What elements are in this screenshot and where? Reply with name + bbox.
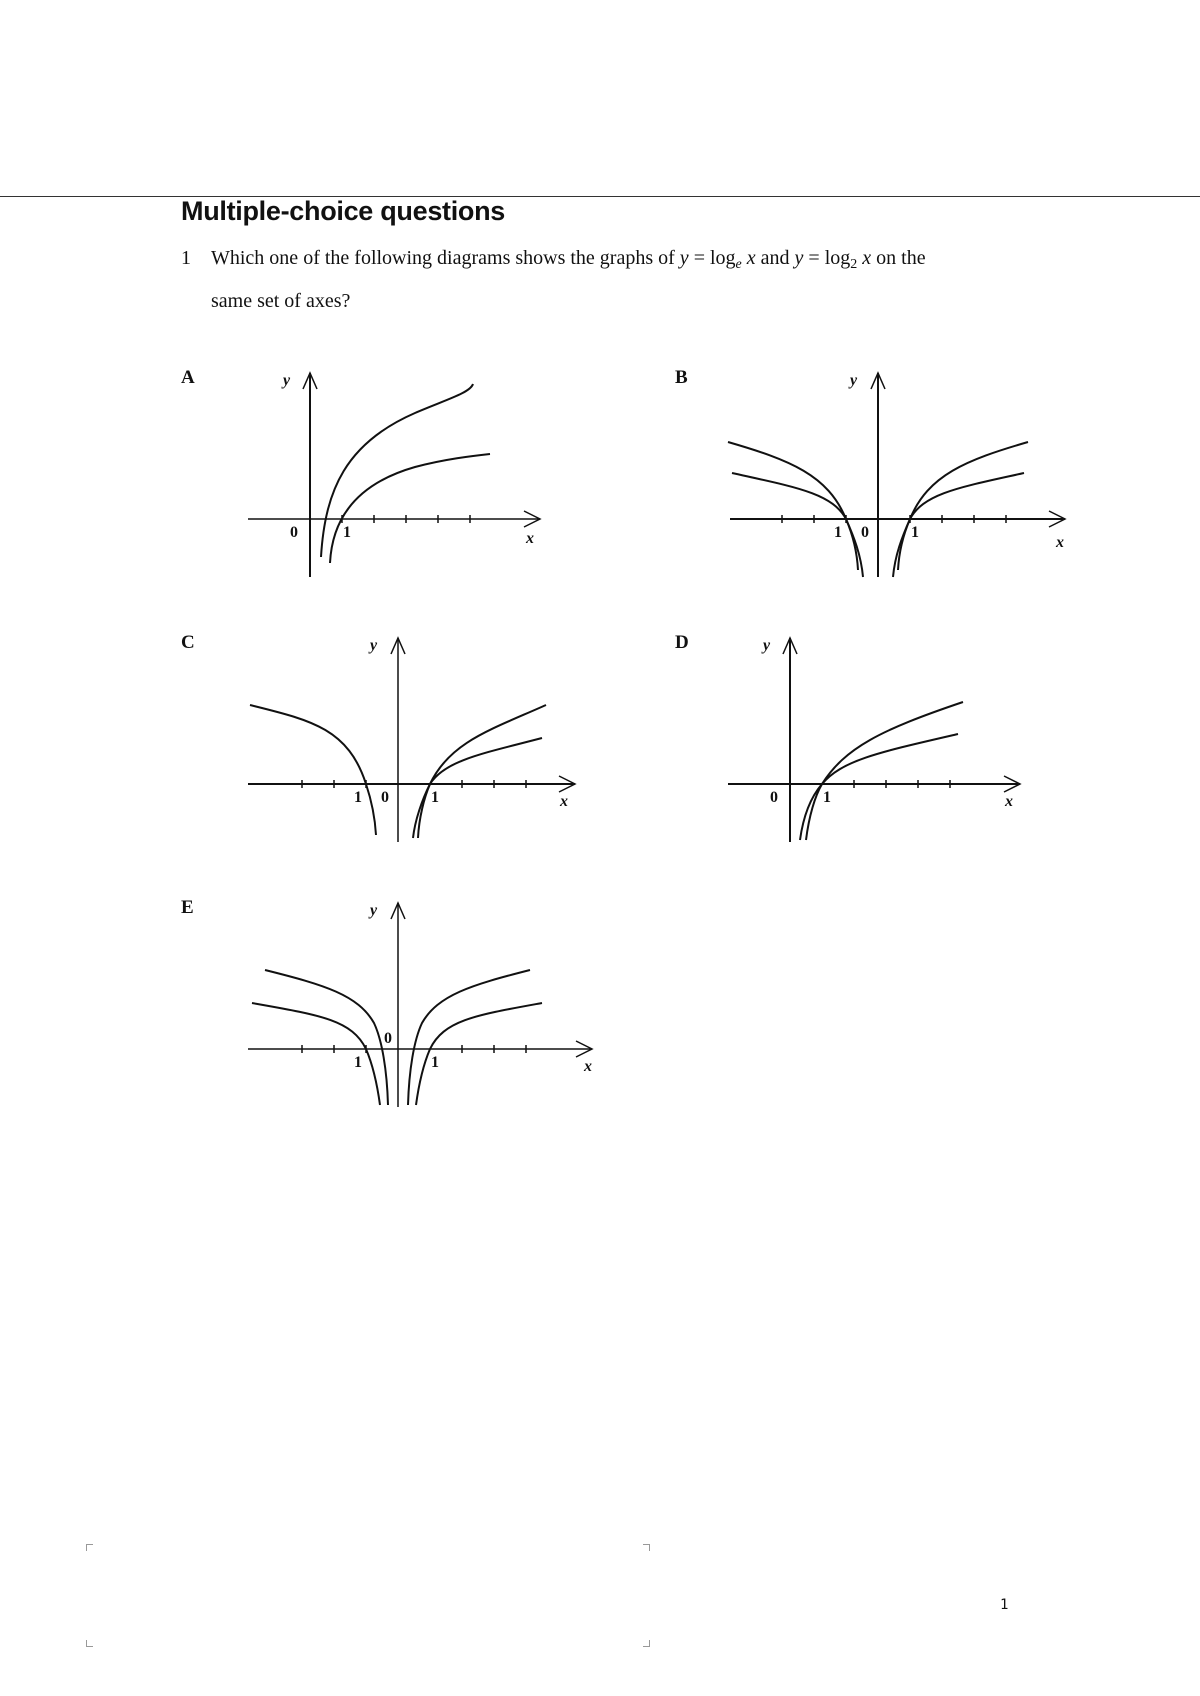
curve-log-e-right — [418, 738, 542, 838]
origin-label: 0 — [290, 524, 298, 541]
graph-option-b — [720, 365, 1075, 580]
x-axis-label: x — [1005, 793, 1013, 810]
curve-log-e — [330, 454, 490, 563]
scan-mark — [86, 1544, 93, 1551]
equals-log: = log — [803, 247, 851, 269]
option-b-letter: B — [675, 367, 688, 388]
question-text-part: Which one of the following diagrams shows the graphs of — [211, 247, 680, 269]
question-text-line-2: same set of axes? — [211, 290, 351, 312]
section-title: Multiple-choice questions — [181, 196, 506, 226]
curve-log-e-right — [898, 473, 1024, 570]
scan-mark — [643, 1544, 650, 1551]
curve-log-2 — [800, 702, 963, 840]
option-e-letter: E — [181, 897, 194, 918]
origin-label: 0 — [770, 789, 778, 806]
origin-label: 0 — [381, 789, 389, 806]
curve-log-e — [806, 734, 958, 840]
var-y: y — [794, 247, 804, 269]
graph-option-e — [240, 895, 600, 1110]
one-label: 1 — [823, 789, 831, 806]
page-number: 1 — [1000, 1597, 1009, 1613]
and-word: and — [755, 247, 795, 269]
curve-log-e-abs-left — [732, 473, 858, 570]
graph-option-c — [240, 630, 585, 845]
top-rule — [0, 196, 1200, 197]
scan-mark — [86, 1640, 93, 1647]
x-axis-label: x — [560, 793, 568, 810]
x-axis-label: x — [1056, 534, 1064, 551]
scan-mark — [643, 1640, 650, 1647]
one-label: 1 — [343, 524, 351, 541]
curve-log-2-abs-right — [408, 970, 530, 1105]
neg-one-label: 1 — [354, 789, 362, 806]
one-label: 1 — [431, 789, 439, 806]
origin-label: 0 — [384, 1030, 392, 1047]
neg-one-label: 1 — [834, 524, 842, 541]
option-c-letter: C — [181, 632, 195, 653]
curve-log-2-right — [413, 705, 546, 838]
y-axis-label: y — [850, 372, 858, 389]
question-number: 1 — [181, 247, 191, 269]
curve-log-2-right — [893, 442, 1028, 577]
one-label: 1 — [431, 1054, 439, 1071]
y-axis-label: y — [283, 372, 291, 389]
neg-one-label: 1 — [354, 1054, 362, 1071]
graph-option-d — [720, 630, 1030, 845]
question-text-line-1 — [211, 247, 926, 270]
equals-log: = log — [688, 247, 736, 269]
option-a-letter: A — [181, 367, 195, 388]
x-axis-label: x — [584, 1058, 592, 1075]
graph-option-a — [240, 365, 550, 580]
curve-log-e-abs-left — [250, 705, 376, 835]
log-base-e: e — [735, 257, 742, 272]
var-x: x — [862, 247, 872, 269]
y-axis-label: y — [370, 902, 378, 919]
curve-log-2-abs-left — [728, 442, 863, 577]
one-label: 1 — [911, 524, 919, 541]
origin-label: 0 — [861, 524, 869, 541]
curve-log-2-abs-left — [265, 970, 388, 1105]
question-text-end: on the — [871, 247, 926, 269]
option-d-letter: D — [675, 632, 689, 653]
y-axis-label: y — [370, 637, 378, 654]
var-y: y — [679, 247, 689, 269]
x-axis-label: x — [526, 530, 534, 547]
var-x: x — [746, 247, 756, 269]
y-axis-label: y — [763, 637, 771, 654]
log-base-2: 2 — [850, 257, 858, 272]
